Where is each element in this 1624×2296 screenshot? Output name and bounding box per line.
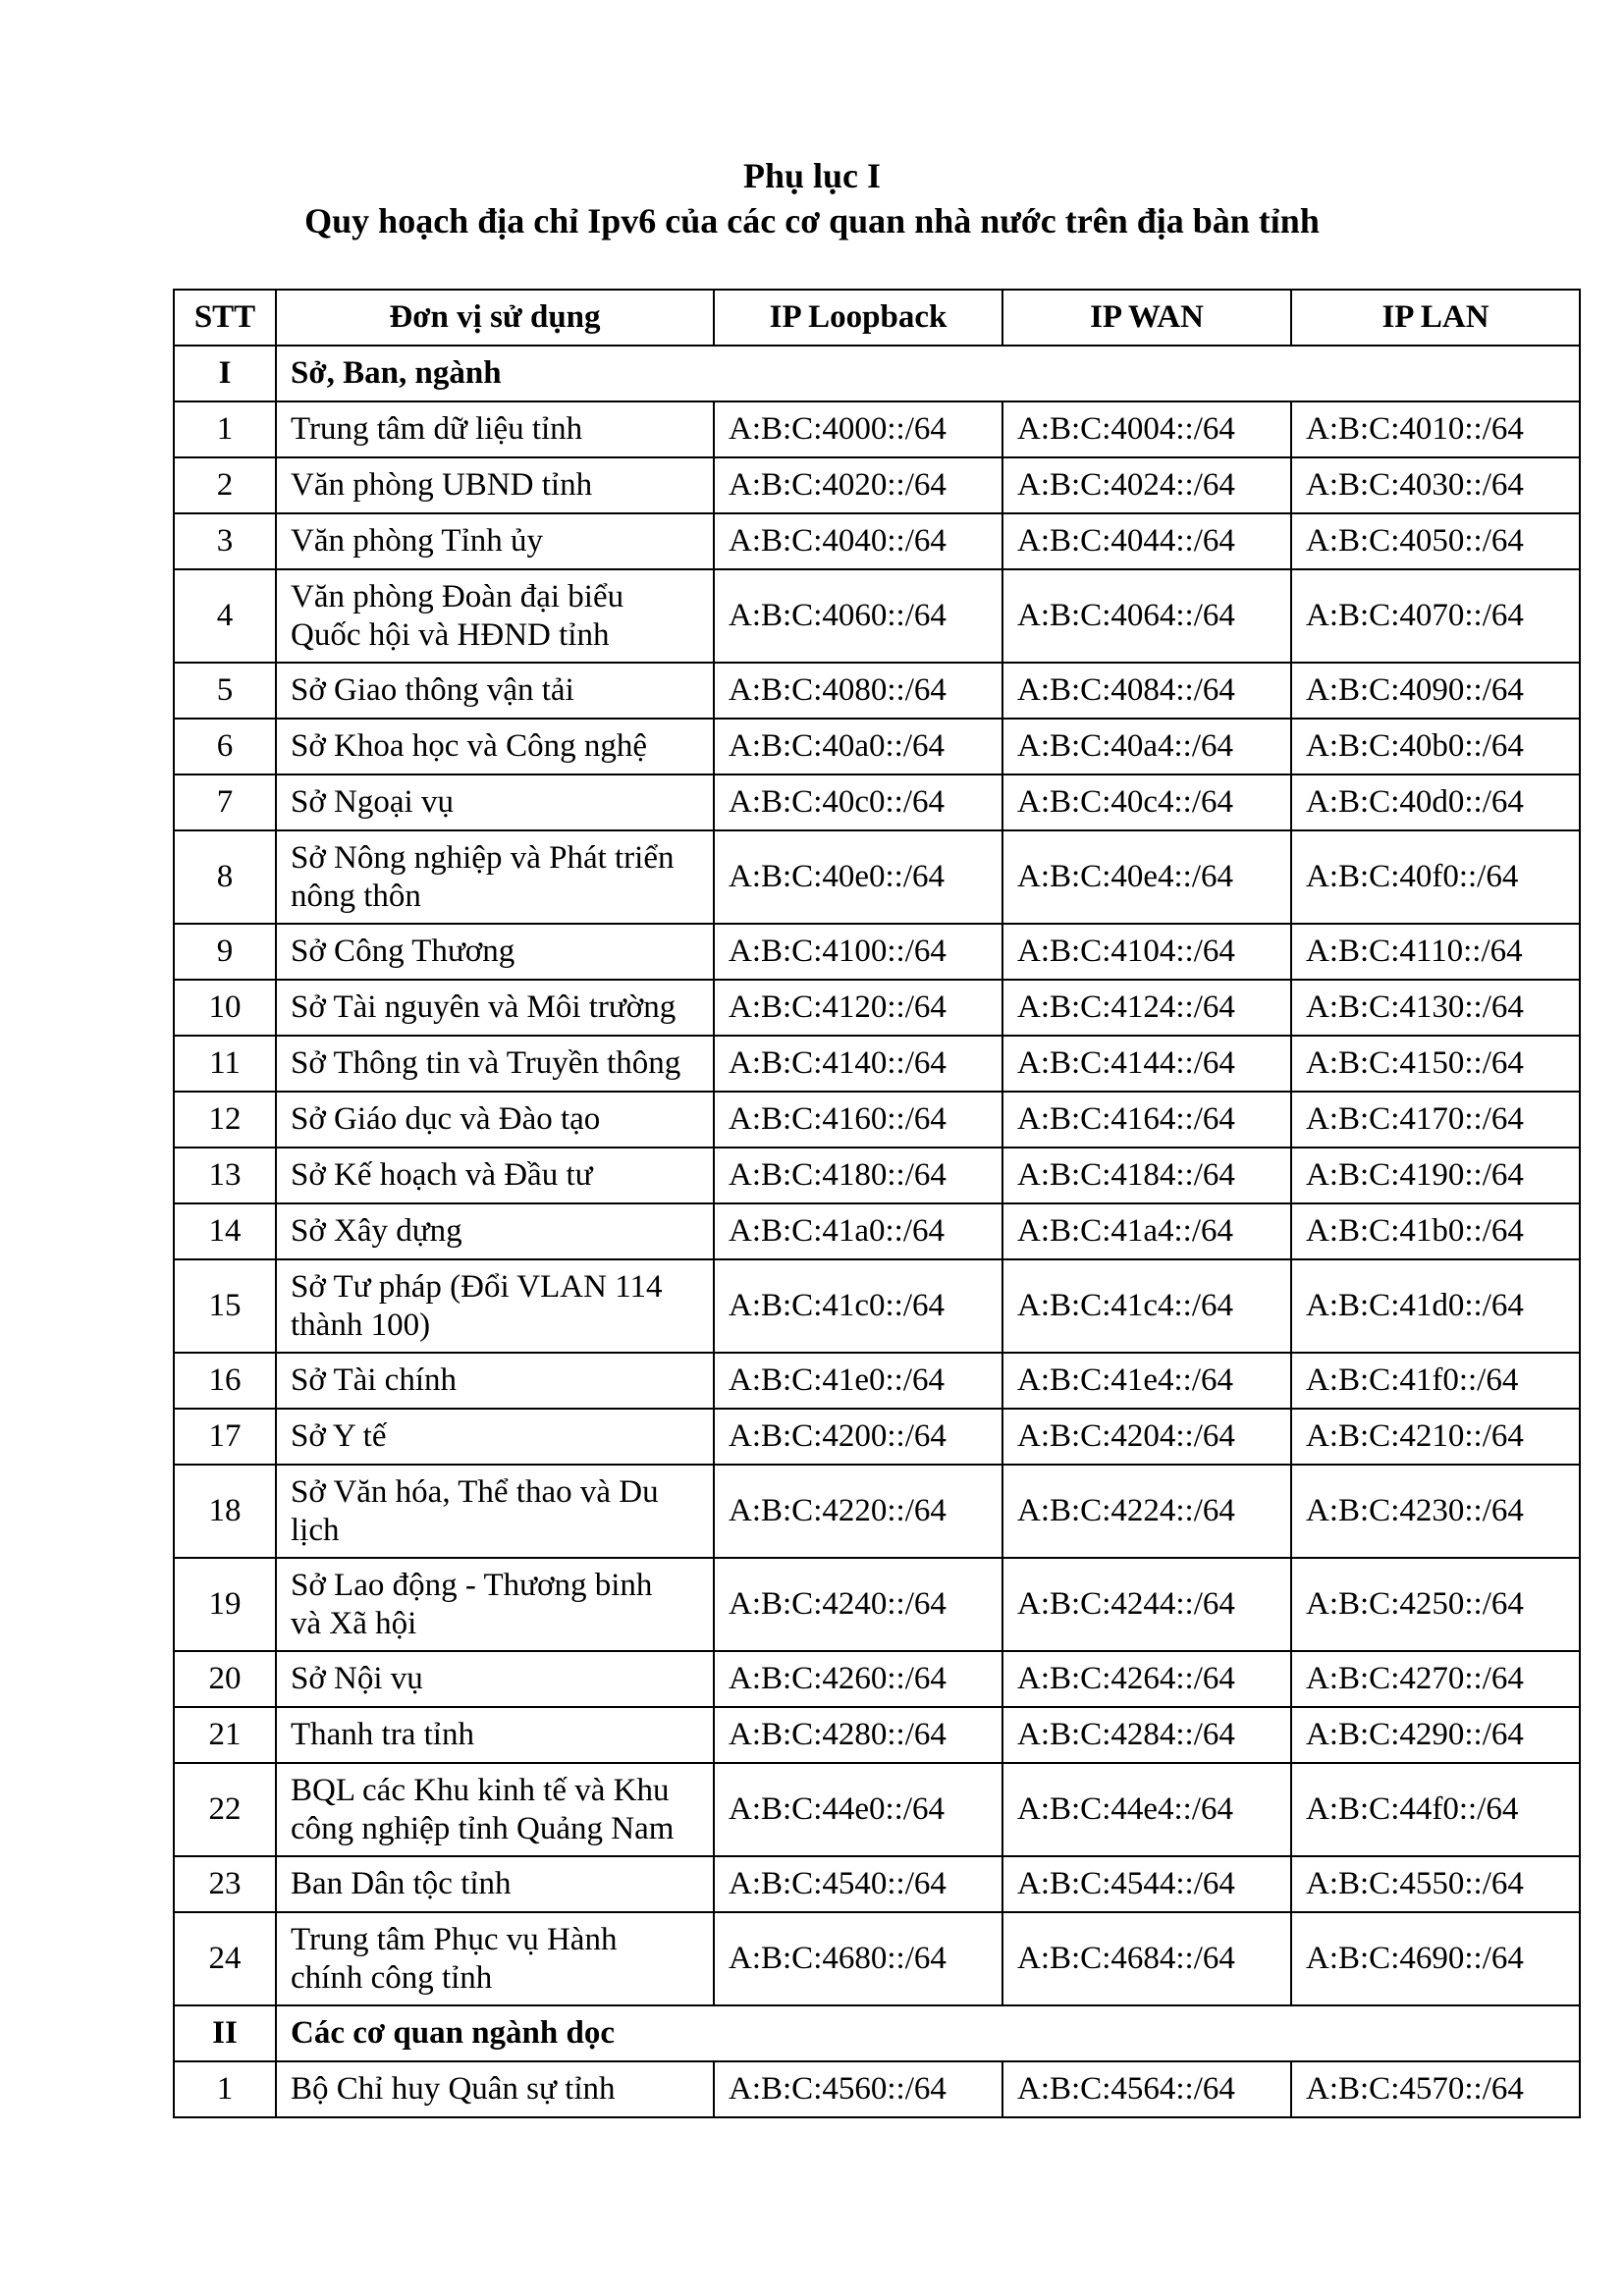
- appendix-title: Phụ lục I: [742, 156, 882, 195]
- row-stt: 6: [174, 719, 276, 774]
- unit-line: Sở Nội vụ: [291, 1661, 423, 1696]
- unit-line: Sở Thông tin và Truyền thông: [291, 1045, 681, 1081]
- row-ip-lan: A:B:C:4270::/64: [1291, 1651, 1580, 1707]
- table-row: [174, 1203, 1580, 1259]
- unit-line: Sở Tư pháp (Đổi VLAN 114: [291, 1268, 663, 1305]
- unit-line: Sở Xây dựng: [291, 1213, 462, 1249]
- row-ip-wan: A:B:C:4684::/64: [1002, 1912, 1291, 2005]
- unit-line: BQL các Khu kinh tế và Khu: [291, 1772, 670, 1808]
- row-ip-lan: A:B:C:40b0::/64: [1291, 719, 1580, 774]
- row-ip-wan: A:B:C:41c4::/64: [1002, 1259, 1291, 1353]
- unit-line: Sở Công Thương: [291, 934, 515, 969]
- row-ip-loopback: A:B:C:4680::/64: [714, 1912, 1002, 2005]
- row-ip-wan: A:B:C:4044::/64: [1002, 513, 1291, 569]
- row-unit: [276, 1036, 714, 1092]
- row-ip-lan: A:B:C:4290::/64: [1291, 1707, 1580, 1763]
- row-ip-wan: A:B:C:4144::/64: [1002, 1036, 1291, 1092]
- row-ip-lan: A:B:C:4690::/64: [1291, 1912, 1580, 2005]
- table-header-row: [174, 290, 1580, 346]
- row-stt: 5: [174, 663, 276, 719]
- row-ip-loopback: A:B:C:4280::/64: [714, 1707, 1002, 1763]
- row-unit: [276, 2061, 714, 2117]
- unit-line: lịch: [291, 1512, 340, 1548]
- row-ip-loopback: A:B:C:41c0::/64: [714, 1259, 1002, 1353]
- row-ip-wan: A:B:C:40a4::/64: [1002, 719, 1291, 774]
- row-unit: [276, 980, 714, 1036]
- row-ip-lan: A:B:C:4110::/64: [1291, 924, 1580, 980]
- row-stt: 17: [174, 1409, 276, 1465]
- row-unit: [276, 1353, 714, 1409]
- row-unit: [276, 719, 714, 774]
- table-row: [174, 2061, 1580, 2117]
- row-ip-loopback: A:B:C:41e0::/64: [714, 1353, 1002, 1409]
- row-ip-lan: A:B:C:41d0::/64: [1291, 1259, 1580, 1353]
- row-ip-wan: A:B:C:4544::/64: [1002, 1856, 1291, 1912]
- row-ip-wan: A:B:C:4104::/64: [1002, 924, 1291, 980]
- row-unit: [276, 513, 714, 569]
- table-row: [174, 774, 1580, 830]
- row-ip-wan: A:B:C:4244::/64: [1002, 1558, 1291, 1651]
- table-row: [174, 1259, 1580, 1353]
- ipv6-allocation-table: [173, 289, 1581, 2118]
- unit-line: và Xã hội: [291, 1605, 417, 1641]
- unit-line: Sở Y tế: [291, 1418, 387, 1454]
- table-row: [174, 1707, 1580, 1763]
- header-ip-lan: IP LAN: [1291, 290, 1580, 346]
- row-ip-lan: A:B:C:4010::/64: [1291, 401, 1580, 457]
- table-row: [174, 924, 1580, 980]
- row-ip-loopback: A:B:C:4220::/64: [714, 1465, 1002, 1558]
- row-stt: 19: [174, 1558, 276, 1651]
- row-unit: [276, 830, 714, 924]
- row-stt: 16: [174, 1353, 276, 1409]
- row-ip-loopback: A:B:C:40e0::/64: [714, 830, 1002, 924]
- row-ip-lan: A:B:C:41f0::/64: [1291, 1353, 1580, 1409]
- unit-line: Sở Tài chính: [291, 1362, 457, 1398]
- row-ip-loopback: A:B:C:4140::/64: [714, 1036, 1002, 1092]
- table-row: [174, 1148, 1580, 1203]
- row-stt: 3: [174, 513, 276, 569]
- row-unit: [276, 401, 714, 457]
- unit-line: Ban Dân tộc tỉnh: [291, 1866, 512, 1901]
- table-row: [174, 1092, 1580, 1148]
- document-subtitle: Quy hoạch địa chỉ Ipv6 của các cơ quan nhà nước trên địa bàn tỉnh: [304, 201, 1320, 240]
- row-unit: [276, 1409, 714, 1465]
- row-ip-loopback: A:B:C:4060::/64: [714, 569, 1002, 663]
- row-ip-wan: A:B:C:4164::/64: [1002, 1092, 1291, 1148]
- row-ip-lan: A:B:C:4090::/64: [1291, 663, 1580, 719]
- unit-line: Quốc hội và HĐND tỉnh: [291, 616, 610, 653]
- row-ip-lan: A:B:C:4030::/64: [1291, 457, 1580, 513]
- unit-line: Sở Giao thông vận tải: [291, 672, 574, 708]
- row-ip-lan: A:B:C:4550::/64: [1291, 1856, 1580, 1912]
- row-unit: [276, 1763, 714, 1856]
- row-ip-lan: A:B:C:4050::/64: [1291, 513, 1580, 569]
- unit-line: chính công tỉnh: [291, 1959, 493, 1996]
- row-ip-lan: A:B:C:44f0::/64: [1291, 1763, 1580, 1856]
- row-unit: [276, 663, 714, 719]
- table-row: [174, 1353, 1580, 1409]
- section-row: [174, 2005, 1580, 2061]
- row-ip-wan: A:B:C:41e4::/64: [1002, 1353, 1291, 1409]
- row-ip-lan: A:B:C:4230::/64: [1291, 1465, 1580, 1558]
- row-stt: 15: [174, 1259, 276, 1353]
- row-stt: 13: [174, 1148, 276, 1203]
- table-row: [174, 513, 1580, 569]
- table-row: [174, 1409, 1580, 1465]
- row-ip-wan: A:B:C:4124::/64: [1002, 980, 1291, 1036]
- unit-line: Trung tâm Phục vụ Hành: [291, 1921, 618, 1957]
- row-ip-loopback: A:B:C:4260::/64: [714, 1651, 1002, 1707]
- row-ip-loopback: A:B:C:4080::/64: [714, 663, 1002, 719]
- section-number: I: [174, 346, 276, 401]
- unit-line: Sở Khoa học và Công nghệ: [291, 728, 647, 764]
- row-ip-wan: A:B:C:4264::/64: [1002, 1651, 1291, 1707]
- row-ip-lan: A:B:C:4170::/64: [1291, 1092, 1580, 1148]
- row-stt: 4: [174, 569, 276, 663]
- row-ip-wan: A:B:C:4184::/64: [1002, 1148, 1291, 1203]
- header-unit: Đơn vị sử dụng: [276, 290, 714, 346]
- row-unit: [276, 1092, 714, 1148]
- row-unit: [276, 1203, 714, 1259]
- row-unit: [276, 1912, 714, 2005]
- row-stt: 22: [174, 1763, 276, 1856]
- section-row: [174, 346, 1580, 401]
- row-ip-loopback: A:B:C:4540::/64: [714, 1856, 1002, 1912]
- unit-line: Sở Nông nghiệp và Phát triển: [291, 839, 675, 876]
- row-ip-loopback: A:B:C:4200::/64: [714, 1409, 1002, 1465]
- row-ip-lan: A:B:C:4250::/64: [1291, 1558, 1580, 1651]
- row-ip-lan: A:B:C:4190::/64: [1291, 1148, 1580, 1203]
- table-row: [174, 401, 1580, 457]
- row-stt: 24: [174, 1912, 276, 2005]
- row-ip-wan: A:B:C:41a4::/64: [1002, 1203, 1291, 1259]
- row-stt: 2: [174, 457, 276, 513]
- row-ip-wan: A:B:C:4084::/64: [1002, 663, 1291, 719]
- table-row: [174, 1763, 1580, 1856]
- table-row: [174, 1651, 1580, 1707]
- table-row: [174, 1912, 1580, 2005]
- unit-line: Sở Giáo dục và Đào tạo: [291, 1101, 601, 1137]
- header-stt: STT: [174, 290, 276, 346]
- table-row: [174, 719, 1580, 774]
- unit-line: Thanh tra tỉnh: [291, 1717, 474, 1752]
- unit-line: Sở Tài nguyên và Môi trường: [291, 989, 677, 1025]
- row-stt: 14: [174, 1203, 276, 1259]
- row-stt: 10: [174, 980, 276, 1036]
- row-ip-wan: A:B:C:4204::/64: [1002, 1409, 1291, 1465]
- row-unit: [276, 1651, 714, 1707]
- row-ip-lan: A:B:C:4570::/64: [1291, 2061, 1580, 2117]
- row-unit: [276, 1707, 714, 1763]
- row-ip-wan: A:B:C:40c4::/64: [1002, 774, 1291, 830]
- row-ip-lan: A:B:C:4130::/64: [1291, 980, 1580, 1036]
- row-unit: [276, 569, 714, 663]
- row-unit: [276, 1856, 714, 1912]
- row-unit: [276, 1465, 714, 1558]
- row-ip-wan: A:B:C:4064::/64: [1002, 569, 1291, 663]
- row-ip-lan: A:B:C:41b0::/64: [1291, 1203, 1580, 1259]
- row-stt: 1: [174, 401, 276, 457]
- row-stt: 1: [174, 2061, 276, 2117]
- row-unit: [276, 924, 714, 980]
- unit-line: Sở Ngoại vụ: [291, 784, 454, 820]
- row-ip-wan: A:B:C:44e4::/64: [1002, 1763, 1291, 1856]
- row-ip-loopback: A:B:C:4240::/64: [714, 1558, 1002, 1651]
- row-unit: [276, 1558, 714, 1651]
- table-row: [174, 1036, 1580, 1092]
- unit-line: nông thôn: [291, 878, 421, 914]
- row-unit: [276, 457, 714, 513]
- row-ip-loopback: A:B:C:4180::/64: [714, 1148, 1002, 1203]
- row-stt: 20: [174, 1651, 276, 1707]
- unit-line: thành 100): [291, 1307, 431, 1343]
- row-ip-loopback: A:B:C:44e0::/64: [714, 1763, 1002, 1856]
- table-row: [174, 1558, 1580, 1651]
- row-stt: 7: [174, 774, 276, 830]
- row-ip-lan: A:B:C:4070::/64: [1291, 569, 1580, 663]
- table-row: [174, 980, 1580, 1036]
- row-ip-loopback: A:B:C:4120::/64: [714, 980, 1002, 1036]
- table-row: [174, 569, 1580, 663]
- header-ip-loopback: IP Loopback: [714, 290, 1002, 346]
- section-number: II: [174, 2005, 276, 2061]
- row-ip-wan: A:B:C:40e4::/64: [1002, 830, 1291, 924]
- row-ip-wan: A:B:C:4564::/64: [1002, 2061, 1291, 2117]
- row-stt: 9: [174, 924, 276, 980]
- table-row: [174, 1465, 1580, 1558]
- row-ip-loopback: A:B:C:41a0::/64: [714, 1203, 1002, 1259]
- row-ip-wan: A:B:C:4004::/64: [1002, 401, 1291, 457]
- table-row: [174, 1856, 1580, 1912]
- row-ip-lan: A:B:C:40f0::/64: [1291, 830, 1580, 924]
- unit-line: Sở Lao động - Thương binh: [291, 1567, 653, 1603]
- row-ip-loopback: A:B:C:4000::/64: [714, 401, 1002, 457]
- row-ip-loopback: A:B:C:4160::/64: [714, 1092, 1002, 1148]
- row-ip-lan: A:B:C:4210::/64: [1291, 1409, 1580, 1465]
- row-stt: 8: [174, 830, 276, 924]
- unit-line: Sở Văn hóa, Thể thao và Du: [291, 1473, 659, 1510]
- table-row: [174, 457, 1580, 513]
- section-name: Sở, Ban, ngành: [276, 346, 1580, 401]
- row-ip-lan: A:B:C:4150::/64: [1291, 1036, 1580, 1092]
- unit-line: Bộ Chỉ huy Quân sự tỉnh: [291, 2071, 616, 2107]
- unit-line: công nghiệp tỉnh Quảng Nam: [291, 1810, 675, 1846]
- row-ip-loopback: A:B:C:4560::/64: [714, 2061, 1002, 2117]
- table-row: [174, 830, 1580, 924]
- unit-line: Văn phòng Tỉnh ủy: [291, 523, 543, 559]
- table-body: [174, 346, 1580, 2117]
- section-name: Các cơ quan ngành dọc: [276, 2005, 1580, 2061]
- unit-line: Văn phòng UBND tỉnh: [291, 467, 593, 503]
- table-row: [174, 663, 1580, 719]
- row-ip-lan: A:B:C:40d0::/64: [1291, 774, 1580, 830]
- row-ip-wan: A:B:C:4024::/64: [1002, 457, 1291, 513]
- row-ip-loopback: A:B:C:4100::/64: [714, 924, 1002, 980]
- row-ip-wan: A:B:C:4284::/64: [1002, 1707, 1291, 1763]
- row-ip-loopback: A:B:C:4020::/64: [714, 457, 1002, 513]
- row-stt: 23: [174, 1856, 276, 1912]
- row-stt: 11: [174, 1036, 276, 1092]
- row-stt: 12: [174, 1092, 276, 1148]
- unit-line: Sở Kế hoạch và Đầu tư: [291, 1157, 593, 1193]
- row-ip-loopback: A:B:C:40c0::/64: [714, 774, 1002, 830]
- unit-line: Trung tâm dữ liệu tỉnh: [291, 411, 583, 447]
- row-ip-wan: A:B:C:4224::/64: [1002, 1465, 1291, 1558]
- row-ip-loopback: A:B:C:40a0::/64: [714, 719, 1002, 774]
- row-stt: 21: [174, 1707, 276, 1763]
- row-unit: [276, 1259, 714, 1353]
- header-ip-wan: IP WAN: [1002, 290, 1291, 346]
- row-ip-loopback: A:B:C:4040::/64: [714, 513, 1002, 569]
- row-unit: [276, 1148, 714, 1203]
- row-stt: 18: [174, 1465, 276, 1558]
- row-unit: [276, 774, 714, 830]
- unit-line: Văn phòng Đoàn đại biểu: [291, 578, 624, 614]
